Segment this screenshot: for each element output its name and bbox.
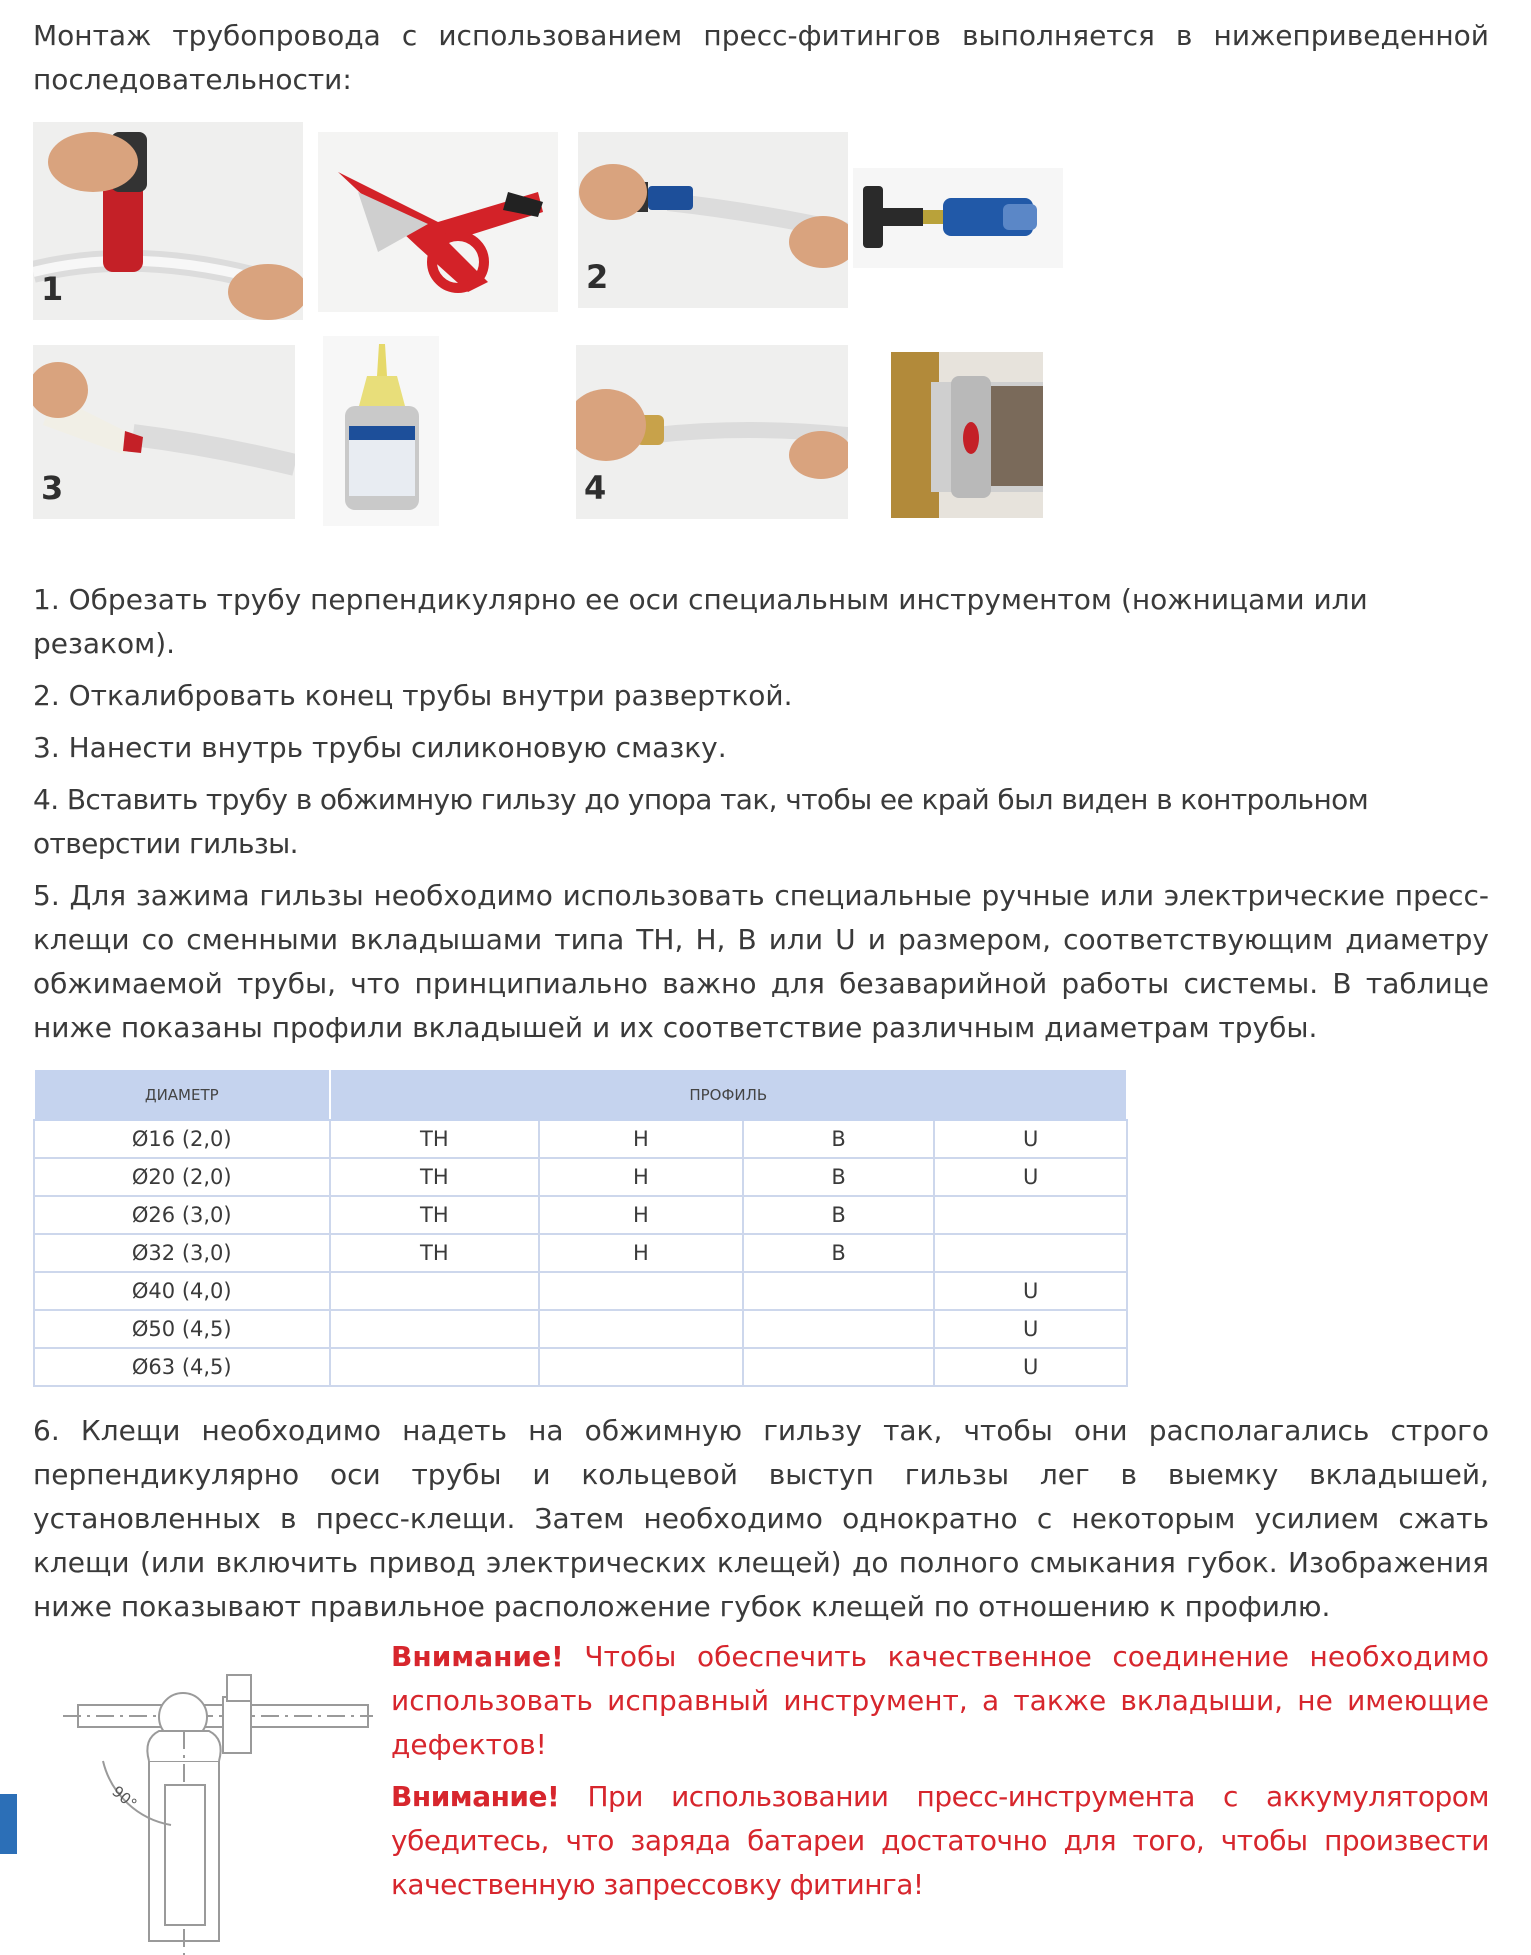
pipe-scissors-illustration xyxy=(318,132,558,312)
lubricant-application-illustration xyxy=(33,345,295,519)
page-accent-bar xyxy=(0,1794,17,1854)
warning-1-title: Внимание! xyxy=(391,1640,564,1673)
table-cell-d: Ø20 (2,0) xyxy=(34,1158,330,1196)
warning-1 xyxy=(391,1635,1489,1767)
warning-1-text: Чтобы обеспечить качественное соединение необходимо использовать исправный инструмент, а также вкладыши, не имеющие дефектов! xyxy=(391,1640,1489,1761)
table-cell-u: U xyxy=(934,1120,1127,1158)
photo-step3-lubricating xyxy=(33,345,295,519)
step-4-text: 4. Вставить трубу в обжимную гильзу до упора так, чтобы ее край был виден в контрольном отверстии гильзы. xyxy=(33,783,1369,860)
table-cell-h xyxy=(539,1272,743,1310)
photo-fitting-closeup xyxy=(891,352,1043,518)
table-row xyxy=(34,1310,1127,1348)
step-1-text: 1. Обрезать трубу перпендикулярно ее оси специальным инструментом (ножницами или резаком). xyxy=(33,583,1368,660)
table-cell-b: B xyxy=(743,1158,935,1196)
table-cell-u xyxy=(934,1196,1127,1234)
table-cell-d: Ø63 (4,5) xyxy=(34,1348,330,1386)
table-cell-b xyxy=(743,1272,935,1310)
calibrator-tool-illustration xyxy=(853,168,1063,268)
table-cell-h: H xyxy=(539,1234,743,1272)
table-cell-u: U xyxy=(934,1310,1127,1348)
table-cell-h xyxy=(539,1348,743,1386)
table-cell-u: U xyxy=(934,1348,1127,1386)
calibrator-in-use-illustration xyxy=(578,132,848,308)
table-cell-u xyxy=(934,1234,1127,1272)
table-cell-h: H xyxy=(539,1196,743,1234)
table-cell-b: B xyxy=(743,1234,935,1272)
table-row xyxy=(34,1272,1127,1310)
angle-label: 90° xyxy=(108,1782,141,1814)
table-cell-b: B xyxy=(743,1196,935,1234)
table-cell-th: TH xyxy=(330,1234,540,1272)
table-row xyxy=(34,1348,1127,1386)
warning-2 xyxy=(391,1775,1489,1907)
step-number: 2 xyxy=(586,258,609,296)
photo-step2-calibrating xyxy=(578,132,848,308)
table-row xyxy=(34,1120,1127,1158)
step-number: 3 xyxy=(41,469,64,507)
photo-step1-cutting xyxy=(33,122,303,320)
table-cell-th: TH xyxy=(330,1158,540,1196)
table-cell-b: B xyxy=(743,1120,935,1158)
table-cell-b xyxy=(743,1348,935,1386)
table-cell-d: Ø40 (4,0) xyxy=(34,1272,330,1310)
table-cell-d: Ø16 (2,0) xyxy=(34,1120,330,1158)
table-cell-u: U xyxy=(934,1272,1127,1310)
press-tool-diagram xyxy=(43,1635,373,1955)
table-cell-th xyxy=(330,1310,540,1348)
table-cell-th xyxy=(330,1272,540,1310)
table-cell-u: U xyxy=(934,1158,1127,1196)
table-cell-th xyxy=(330,1348,540,1386)
table-cell-h: H xyxy=(539,1120,743,1158)
step-2-text: 2. Откалибровать конец трубы внутри разверткой. xyxy=(33,679,793,712)
table-cell-th: TH xyxy=(330,1196,540,1234)
lubricant-bottle-illustration xyxy=(323,336,439,526)
header-diameter: ДИАМЕТР xyxy=(34,1069,330,1120)
table-cell-d: Ø50 (4,5) xyxy=(34,1310,330,1348)
warning-2-title: Внимание! xyxy=(391,1780,560,1813)
table-header-row xyxy=(34,1069,1127,1120)
intro-paragraph: Монтаж трубопровода с использованием пресс-фитингов выполняется в нижеприведенной последовательности: xyxy=(33,19,1489,96)
photo-pipe-scissors xyxy=(318,132,558,312)
photo-calibrator-tool xyxy=(853,168,1063,268)
step-number: 1 xyxy=(41,270,64,308)
table-cell-h xyxy=(539,1310,743,1348)
photo-step4-inserting xyxy=(576,345,848,519)
step-6-text: 6. Клещи необходимо надеть на обжимную гильзу так, чтобы они располагались строго перпендикулярно оси трубы и кольцевой выступ гильзы лег в выемку вкладышей, установленных в пресс-клещи. Затем необходимо однократно с некоторым усилием сжать клещи (или включить привод электрических клещей) до полного смыкания губок. Изображения ниже показывают правильное расположение губок клещей по отношению к профилю. xyxy=(33,1414,1489,1623)
table-cell-h: H xyxy=(539,1158,743,1196)
pipe-cutter-in-use-illustration xyxy=(33,122,303,320)
document-page xyxy=(33,14,1489,1915)
photo-lubricant-bottle xyxy=(323,336,439,526)
table-row xyxy=(34,1196,1127,1234)
step-3-text: 3. Нанести внутрь трубы силиконовую смазку. xyxy=(33,731,727,764)
table-row xyxy=(34,1158,1127,1196)
table-cell-d: Ø32 (3,0) xyxy=(34,1234,330,1272)
pipe-insertion-illustration xyxy=(576,345,848,519)
warnings-block xyxy=(391,1635,1489,1915)
step-number: 4 xyxy=(584,469,607,507)
steps-list xyxy=(33,578,1489,1050)
fitting-closeup-illustration xyxy=(891,352,1043,518)
photo-grid xyxy=(33,120,1489,560)
table-cell-th: TH xyxy=(330,1120,540,1158)
bottom-section xyxy=(33,1635,1489,1915)
table-cell-b xyxy=(743,1310,935,1348)
profile-table xyxy=(33,1068,1128,1387)
warning-2-text: При использовании пресс-инструмента с аккумулятором убедитесь, что заряда батареи достаточно для того, чтобы произвести качественную запрессовку фитинга! xyxy=(391,1780,1489,1901)
header-profile: ПРОФИЛЬ xyxy=(330,1069,1127,1120)
table-body xyxy=(34,1120,1127,1386)
table-row xyxy=(34,1234,1127,1272)
table-cell-d: Ø26 (3,0) xyxy=(34,1196,330,1234)
step-5-text: 5. Для зажима гильзы необходимо использовать специальные ручные или электрические пресс-клещи со сменными вкладышами типа TH, H, B или U и размером, соответствующим диаметру обжимаемой трубы, что принципиально важно для безаварийной работы системы. В таблице ниже показаны профили вкладышей и их соответствие различным диаметрам трубы. xyxy=(33,879,1489,1044)
